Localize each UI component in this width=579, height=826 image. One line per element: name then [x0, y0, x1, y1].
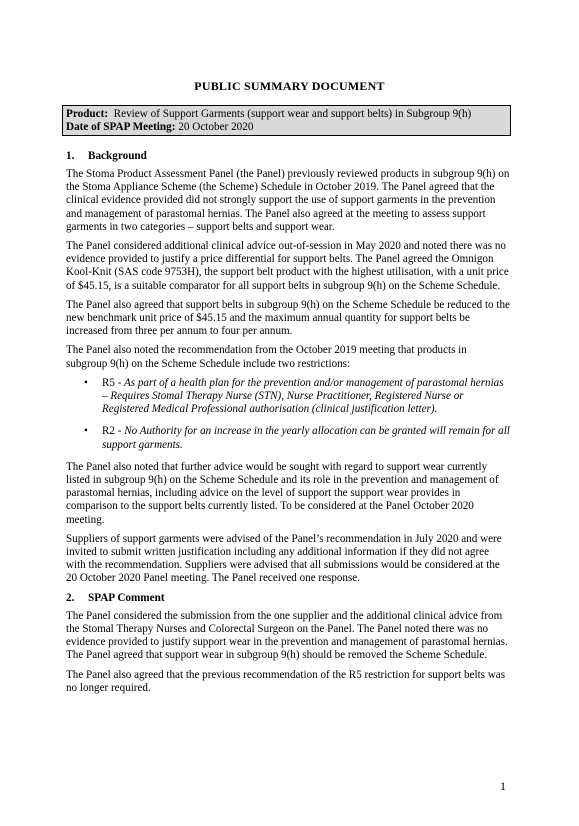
section-title: Background	[88, 150, 147, 162]
restriction-item	[66, 377, 510, 417]
paragraph: The Panel also noted the recommendation from the October 2019 meeting that products in subgroup 9(h) on the Scheme Schedule include two restrictions:	[66, 344, 467, 370]
restrictions-list	[66, 377, 510, 452]
product-line	[66, 108, 507, 121]
bullet-icon: •	[84, 425, 88, 438]
restriction-code: R2	[102, 425, 115, 438]
paragraph: The Panel also noted that further advice would be sought with regard to support wear currently listed in subgroup 9(h) on the Scheme Schedule and its role in the prevention and management of parastomal hernias, including advice on the level of support the support wear provides in comparison to the support belts currently listed. To be considered at the Panel October 2020 meeting.	[66, 460, 499, 526]
document-title: PUBLIC SUMMARY DOCUMENT	[194, 79, 385, 93]
paragraph: The Panel considered additional clinical advice out-of-session in May 2020 and noted there was no evidence provided to justify a price differential for support belts. The Panel agreed the Omnigon Kool-Knit (SAS code 9753H), the support belt product with the highest utilisation, with a unit price of $45.15, is a suitable comparator for all support belts in subgroup 9(h) on the Scheme Schedule.	[66, 240, 509, 292]
section-number: 1.	[66, 150, 75, 162]
meeting-date-value: 20 October 2020	[178, 121, 254, 133]
paragraph: The Panel also agreed that support belts in subgroup 9(h) on the Scheme Schedule be reduced to the new benchmark unit price of $45.15 and the maximum annual quantity for support belts be increased from three per annum to four per annum.	[66, 298, 510, 338]
restriction-code: R5	[102, 376, 115, 389]
restriction-text: - No Authority for an increase in the yearly allocation can be granted will remain for all support garments.	[102, 425, 510, 451]
document-body	[66, 150, 510, 701]
meeting-date-label: Date of SPAP Meeting:	[66, 121, 176, 133]
section-heading-background	[66, 150, 510, 163]
paragraph: The Panel considered the submission from the one supplier and the additional clinical advice from the Stomal Therapy Nurses and Colorectal Surgeon on the Panel. The Panel noted there was no evidence provided to justify support wear in the prevention and management of parastomal hernias. The Panel agreed that support wear in subgroup 9(h) should be removed the Scheme Schedule.	[66, 609, 508, 662]
section-heading-spap-comment	[66, 592, 510, 605]
restriction-text: - As part of a health plan for the prevention and/or management of parastomal hernias – Requires Stomal Therapy Nurse (STN), Nurse Practitioner, Registered Nurse or Registered Medical Professional authorisation (clinical justification letter).	[102, 376, 504, 416]
restriction-item	[66, 425, 510, 451]
product-label: Product:	[66, 108, 109, 120]
section-number: 2.	[66, 591, 75, 604]
paragraph: Suppliers of support garments were advised of the Panel’s recommendation in July 2020 and were invited to submit written justification including any additional information if they did not agree with the recommendation. Suppliers were advised that all submissions would be considered at the 20 October 2020 Panel meeting. The Panel received one response.	[66, 532, 502, 585]
paragraph: The Panel also agreed that the previous recommendation of the R5 restriction for support belts was no longer required.	[66, 668, 506, 694]
product-value: Review of Support Garments (support wear and support belts) in Subgroup 9(h)	[113, 108, 472, 120]
meeting-date-line	[66, 121, 507, 134]
bullet-icon: •	[84, 376, 88, 389]
page-number: 1	[500, 779, 506, 793]
product-info-box	[62, 105, 511, 136]
section-title: SPAP Comment	[88, 591, 165, 604]
paragraph: The Stoma Product Assessment Panel (the Panel) previously reviewed products in subgroup 9(h) on the Stoma Appliance Scheme (the Scheme) Schedule in October 2019. The Panel agreed that the clinical evidence provided did not strongly support the use of support garments in the prevention and management of parastomal hernias. The Panel also agreed at the meeting to assess support garments in two categories – support belts and support wear.	[66, 168, 510, 233]
